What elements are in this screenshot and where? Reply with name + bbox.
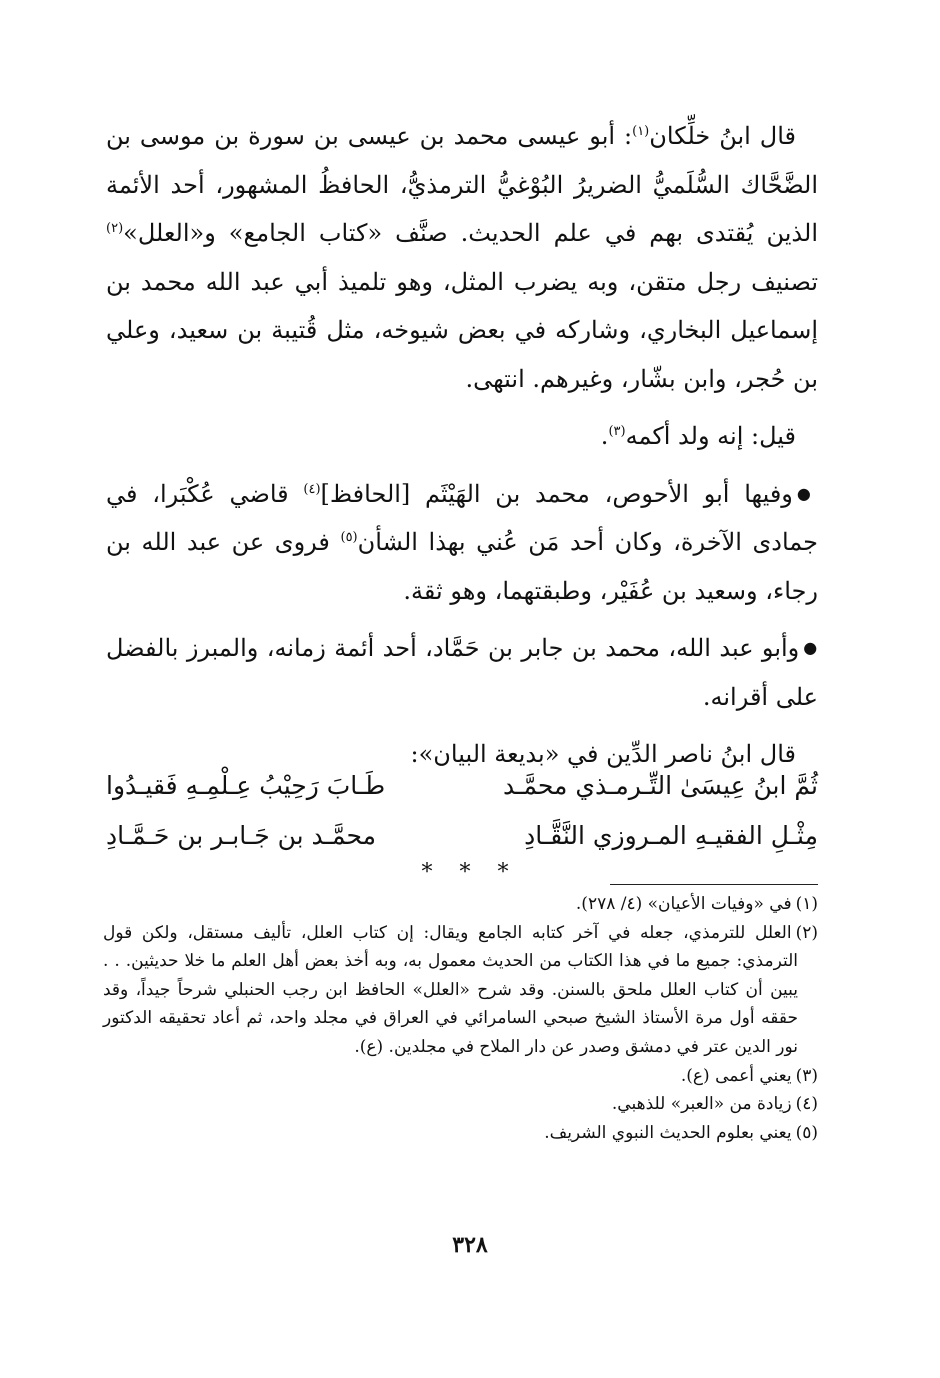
footnote-1	[103, 890, 818, 919]
page-number: ٣٢٨	[452, 1232, 488, 1258]
footnote-4	[103, 1090, 818, 1119]
verse-line-1	[106, 762, 818, 810]
text-run: تصنيف رجل متقن، وبه يضرب المثل، وهو تلميذ أبي عبد الله محمد بن إسماعيل البخاري، وشاركه في بعض شيوخه، مثل قُتيبة بن سعيد، وعلي بن حُجر، وابن بشّار، وغيرهم. انتهى.	[106, 267, 818, 393]
text-run: وأبو عبد الله، محمد بن جابر بن حَمَّاد، أحد أئمة زمانه، والمبرز بالفضل على أقرانه.	[106, 634, 818, 711]
main-text	[106, 112, 818, 788]
footnote-ref: (٢)	[106, 221, 124, 236]
footnote-text: يعني بعلوم الحديث النبوي الشريف.	[544, 1122, 792, 1143]
paragraph-abu-abdullah	[106, 624, 818, 721]
footnote-3	[103, 1062, 818, 1091]
text-run: وفيها أبو الأحوص، محمد بن الهَيْثَم [الحافظ]	[320, 479, 793, 508]
text-run: : أبو عيسى محمد بن عيسى بن سورة بن موسى بن الضَّحَّاك السُّلَميُّ الضريرُ البُوْغيُّ الترمذيُّ، الحافظُ المشهور، أحد الأئمة الذين يُقتدى بهم في علم الحديث. صنَّف «كتاب الجامع» و«العلل»	[106, 122, 818, 247]
footnote-ref: (٤)	[303, 481, 321, 497]
footnote-ref: (١)	[632, 124, 650, 139]
text-run: فروى عن عبد الله بن رجاء، وسعيد بن عُفَيْر، وطبقتهما، وهو ثقة.	[106, 528, 818, 605]
footnote-number: (٢)	[795, 922, 818, 943]
footnote-text: في «وفيات الأعيان» (٤/ ٢٧٨).	[575, 894, 792, 914]
text-run: قال ابنُ خلِّكان	[649, 122, 796, 150]
verse-hemistich-right: ثُمَّ ابنُ عِيسَىٰ التِّـرمـذي محمَّـد	[503, 771, 818, 800]
footnote-text: العلل للترمذي، جعله في آخر كتابه الجامع ويقال: إن كتاب العلل، تأليف مستقل، ولكن قول الترمذي: جميع ما في هذا الكتاب من الحديث معمول به، وبه أخذ بعض أهل العلم ما خلا حديثين. . . يبين أن كتاب العلل ملحق بالسنن. وقد شرح «العلل» الحافظ ابن رجب الحنبلي شرحاً جيداً، وقد حققه أول مرة الأستاذ الشيخ صبحي السامرائي في العراق في مجلد واحد، ثم أعاد تحقيقه الدكتور نور الدين عتر في دمشق وصدر عن دار الملاح في مجلدين. (ع).	[103, 922, 798, 1057]
footnote-number: (١)	[795, 894, 818, 914]
verse-hemistich-left: طَـابَ رَحِيْبُ عِـلْمِـهِ فَقيـدُوا	[106, 771, 386, 800]
footnote-2	[103, 919, 818, 1062]
paragraph-akmah	[106, 412, 818, 461]
footnote-text: يعني أعمى (ع).	[680, 1065, 792, 1086]
text-run: قاضي عُكْبَرا، في جمادى الآخرة، وكان أحد مَن عُني بهذا الشأن	[106, 479, 819, 556]
paragraph-abu-al-ahwas	[106, 470, 818, 616]
footnote-divider	[610, 884, 818, 885]
text-run: قيل: إنه ولد أكمه	[625, 422, 796, 450]
verse-hemistich-right: مِثْـلِ الفقيـهِ المـروزي النَّقَّـادِ	[524, 821, 818, 850]
section-separator: * * *	[421, 860, 519, 885]
paragraph-ibn-khallikan	[106, 112, 818, 403]
footnote-text: زيادة من «العبر» للذهبي.	[611, 1094, 792, 1115]
text-run: قال ابنُ ناصر الدِّين في «بديعة البيان»:	[410, 740, 796, 768]
footnote-number: (٤)	[795, 1094, 818, 1115]
footnote-number: (٣)	[795, 1065, 818, 1086]
verse-line-2	[106, 812, 818, 860]
footnote-ref: (٣)	[608, 424, 626, 439]
verse-hemistich-left: محمَّـد بن جَـابـر بن حَـمَّـادِ	[106, 821, 376, 850]
footnote-ref: (٥)	[340, 530, 358, 545]
text-run: .	[600, 422, 609, 450]
footnotes	[103, 890, 818, 1147]
footnote-5	[103, 1119, 818, 1148]
footnote-number: (٥)	[795, 1122, 818, 1143]
